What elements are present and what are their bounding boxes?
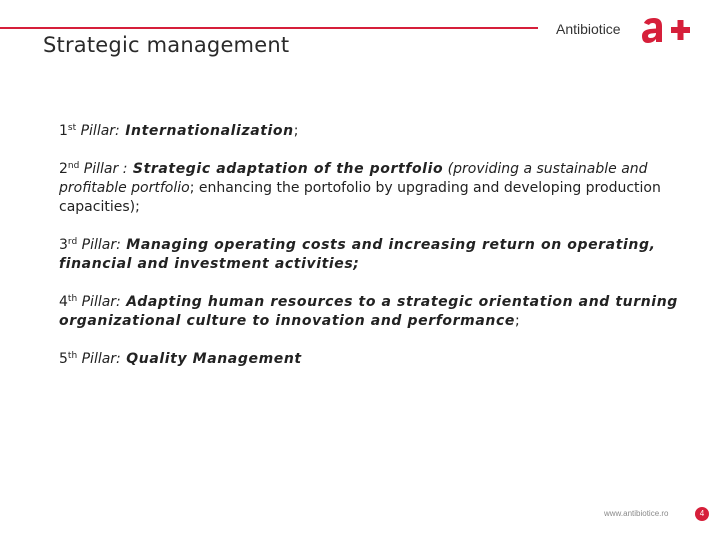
pillar-ordinal: 5 (59, 351, 68, 367)
brand-logo (556, 14, 696, 46)
page-number-badge: 4 (695, 507, 709, 521)
pillar-ordinal: 1 (59, 123, 68, 139)
pillar-focus: Internationalization (119, 123, 294, 139)
pillar-ordinal: 4 (59, 294, 68, 310)
pillar-ordinal-suffix: nd (67, 161, 80, 171)
pillar-focus: Quality Management (120, 351, 302, 367)
pillar-item-2 (59, 160, 689, 217)
pillar-focus: Managing operating costs and increasing return on operating, financial and investment activities; (59, 237, 656, 272)
pillar-rest: ; enhancing the portofolio by upgrading and developing production capacities); (59, 180, 661, 215)
pillar-list (59, 122, 689, 388)
pillar-ordinal: 3 (59, 237, 68, 253)
pillar-focus: Strategic adaptation of the portfolio (127, 161, 444, 177)
pillar-detail: (providing a sustainable and profitable portfolio (59, 161, 648, 196)
pillar-ordinal-suffix: th (67, 351, 78, 361)
pillar-item-4 (59, 293, 689, 331)
pillar-ordinal: 2 (59, 161, 68, 177)
pillar-rest: ; (293, 123, 299, 139)
pillar-item-5 (59, 350, 689, 369)
pillar-label: Pillar: (76, 123, 120, 139)
pillar-label: Pillar : (79, 161, 128, 177)
footer-url: www.antibiotice.ro (604, 509, 669, 518)
pillar-label: Pillar: (77, 237, 121, 253)
header-rule (0, 27, 538, 29)
a-plus-logo-icon (640, 14, 692, 46)
pillar-item-1 (59, 122, 689, 141)
pillar-focus: Adapting human resources to a strategic orientation and turning organizational culture to innovation and performance (59, 294, 678, 329)
pillar-rest: ; (514, 313, 520, 329)
brand-name: Antibiotice (556, 21, 621, 37)
pillar-item-3 (59, 236, 689, 274)
pillar-ordinal-suffix: th (67, 294, 78, 304)
pillar-label: Pillar: (77, 294, 121, 310)
pillar-ordinal-suffix: rd (67, 237, 78, 247)
pillar-ordinal-suffix: st (67, 123, 77, 133)
page-title: Strategic management (43, 33, 290, 57)
pillar-label: Pillar: (77, 351, 121, 367)
